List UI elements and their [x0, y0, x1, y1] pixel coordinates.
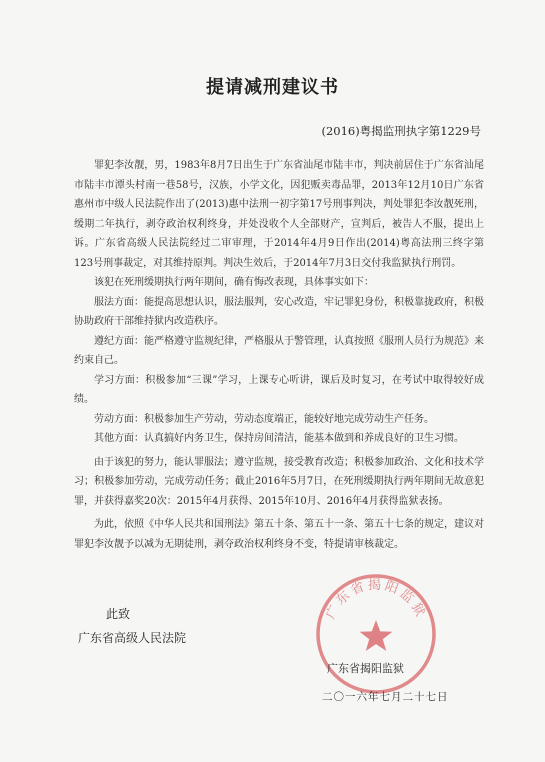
closing-recipient: 广东省高级人民法院	[78, 631, 187, 645]
issue-date: 二〇一六年七月二十七日	[322, 691, 449, 703]
document-title: 提请减刑建议书	[206, 77, 339, 98]
paragraph-law-abiding: 服法方面：能提高思想认识，服法服判，安心改造，牢记罪犯身份，积极靠拢政府，积极协助政府干部维持狱内改造秩序。	[74, 296, 484, 327]
paragraph-other: 其他方面：认真搞好内务卫生，保持房间清洁，能基本做到和养成良好的卫生习惯。	[94, 433, 464, 444]
paragraph-summary: 由于该犯的努力，能认罪服法；遵守监规，接受教育改造；积极参加政治、文化和技术学习；积极参加劳动，完成劳动任务；截止2016年5月7日，在死刑缓期执行两年期间无故意犯罪，并获得嘉奖20次：2015年4月获得、2015年10月、2016年4月获得监狱表扬。	[74, 456, 484, 507]
paragraph-study: 学习方面：积极参加“三课”学习，上课专心听讲，课后及时复习，在考试中取得较好成绩。	[74, 374, 484, 405]
paragraph-recommendation: 为此，依照《中华人民共和国刑法》第五十条、第五十一条、第五十七条的规定，建议对罪犯李汝靓予以减为无期徒刑，剥夺政治权利终身不变，特提请审核裁定。	[74, 519, 484, 550]
closing-salutation: 此致	[106, 607, 131, 621]
svg-text:广东省揭阳监狱: 广东省揭阳监狱	[323, 577, 429, 622]
paragraph-labor: 劳动方面：积极参加生产劳动，劳动态度端正，能较好地完成劳动生产任务。	[94, 413, 434, 425]
document-body	[74, 156, 484, 554]
paragraph-discipline: 遵纪方面：能严格遵守监规纪律，严格服从于警管理，认真按照《服刑人员行为规范》来约束自己。	[74, 335, 484, 366]
paragraph-intro-facts: 该犯在死刑缓期执行两年期间，确有悔改表现，具体事实如下：	[94, 277, 374, 288]
document-number: (2016)粤揭监刑执字第1229号	[321, 124, 481, 138]
closing-addressee	[78, 602, 186, 650]
issuer-name: 广东省揭阳监狱	[327, 662, 404, 675]
official-seal-icon	[312, 570, 440, 698]
paragraph-offender-info: 罪犯李汝靓，男，1983年8月7日出生于广东省汕尾市陆丰市，判决前居住于广东省汕尾市陆丰市潭头村南一巷58号，汉族，小学文化，因犯贩卖毒品罪，2013年12月10日广东省惠州市中级人民法院作出了(2013)惠中法刑一初字第17号刑事判决，判处罪犯李汝靓死刑，缓期二年执行，剥夺政治权利终身，并处没收个人全部财产，宣判后，被告人不服，提出上诉。广东省高级人民法院经过二审审理，于2014年4月9日作出(2014)粤高法刑三终字第123号刑事裁定，对其维持原判。判决生效后，于2014年7月3日交付我监狱执行刑罚。	[74, 160, 484, 269]
